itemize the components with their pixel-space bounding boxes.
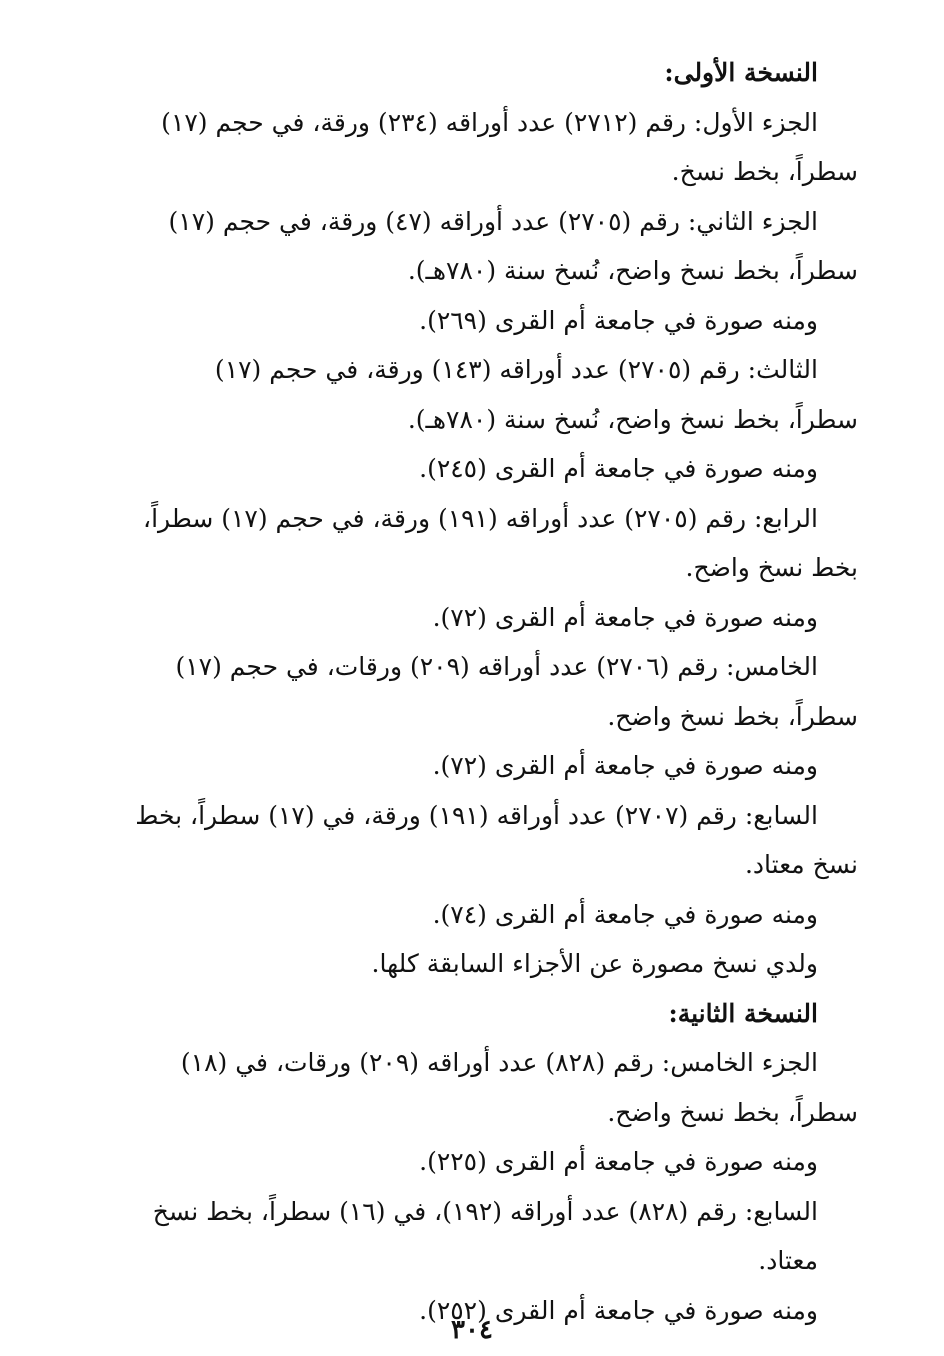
- part2-copy: ومنه صورة في جامعة أم القرى (٢٦٩).: [419, 305, 818, 335]
- heading-second-copy: النسخة الثانية:: [668, 998, 818, 1028]
- part5-line1: الخامس: رقم (٢٧٠٦) عدد أوراقه (٢٠٩) ورقات، في حجم (١٧): [175, 652, 818, 681]
- second-part5-line1: الجزء الخامس: رقم (٨٢٨) عدد أوراقه (٢٠٩) ورقات، في (١٨): [180, 1048, 818, 1077]
- part4-line1: الرابع: رقم (٢٧٠٥) عدد أوراقه (١٩١) ورقة، في حجم (١٧) سطراً،: [143, 503, 818, 533]
- second-part7-copy: ومنه صورة في جامعة أم القرى (٢٥٢).: [419, 1295, 818, 1325]
- part3-line2: سطراً، بخط نسخ واضح، نُسخ سنة (٧٨٠هـ).: [407, 404, 858, 434]
- part1-entry: [112, 98, 858, 197]
- part1-line2: سطراً، بخط نسخ.: [671, 157, 858, 186]
- note-all-parts: ولدي نسخ مصورة عن الأجزاء السابقة كلها.: [371, 949, 818, 978]
- part7-line1: السابع: رقم (٢٧٠٧) عدد أوراقه (١٩١) ورقة، في (١٧) سطراً، بخط: [135, 800, 818, 830]
- part5-line2: سطراً، بخط نسخ واضح.: [607, 701, 858, 731]
- part1-line1: الجزء الأول: رقم (٢٧١٢) عدد أوراقه (٢٣٤) ورقة، في حجم (١٧): [161, 107, 818, 137]
- part7-copy: ومنه صورة في جامعة أم القرى (٧٤).: [432, 899, 818, 929]
- part5-entry: [112, 642, 858, 791]
- part3-entry: [112, 345, 858, 494]
- part5-copy: ومنه صورة في جامعة أم القرى (٧٢).: [432, 751, 818, 780]
- part3-copy: ومنه صورة في جامعة أم القرى (٢٤٥).: [419, 454, 818, 483]
- part7-entry: [112, 791, 858, 940]
- second-part5-line2: سطراً، بخط نسخ واضح.: [607, 1097, 858, 1127]
- part4-line2: بخط نسخ واضح.: [685, 553, 858, 582]
- part4-copy: ومنه صورة في جامعة أم القرى (٧٢).: [432, 602, 818, 632]
- part2-line2: سطراً، بخط نسخ واضح، نُسخ سنة (٧٨٠هـ).: [407, 256, 858, 285]
- second-part7-line1: السابع: رقم (٨٢٨) عدد أوراقه (١٩٢)، في (١٦) سطراً، بخط نسخ معتاد.: [152, 1196, 818, 1275]
- part2-entry: [112, 197, 858, 346]
- part7-line2: نسخ معتاد.: [744, 850, 858, 879]
- page-number: ٣٠٤: [451, 1315, 493, 1345]
- part3-line1: الثالث: رقم (٢٧٠٥) عدد أوراقه (١٤٣) ورقة، في حجم (١٧): [214, 355, 818, 384]
- part4-entry: [112, 494, 858, 643]
- second-part5-copy: ومنه صورة في جامعة أم القرى (٢٢٥).: [419, 1147, 818, 1176]
- heading-first-copy: النسخة الأولى:: [664, 58, 818, 87]
- second-part5-entry: [112, 1038, 858, 1187]
- part2-line1: الجزء الثاني: رقم (٢٧٠٥) عدد أوراقه (٤٧) ورقة، في حجم (١٧): [168, 206, 818, 236]
